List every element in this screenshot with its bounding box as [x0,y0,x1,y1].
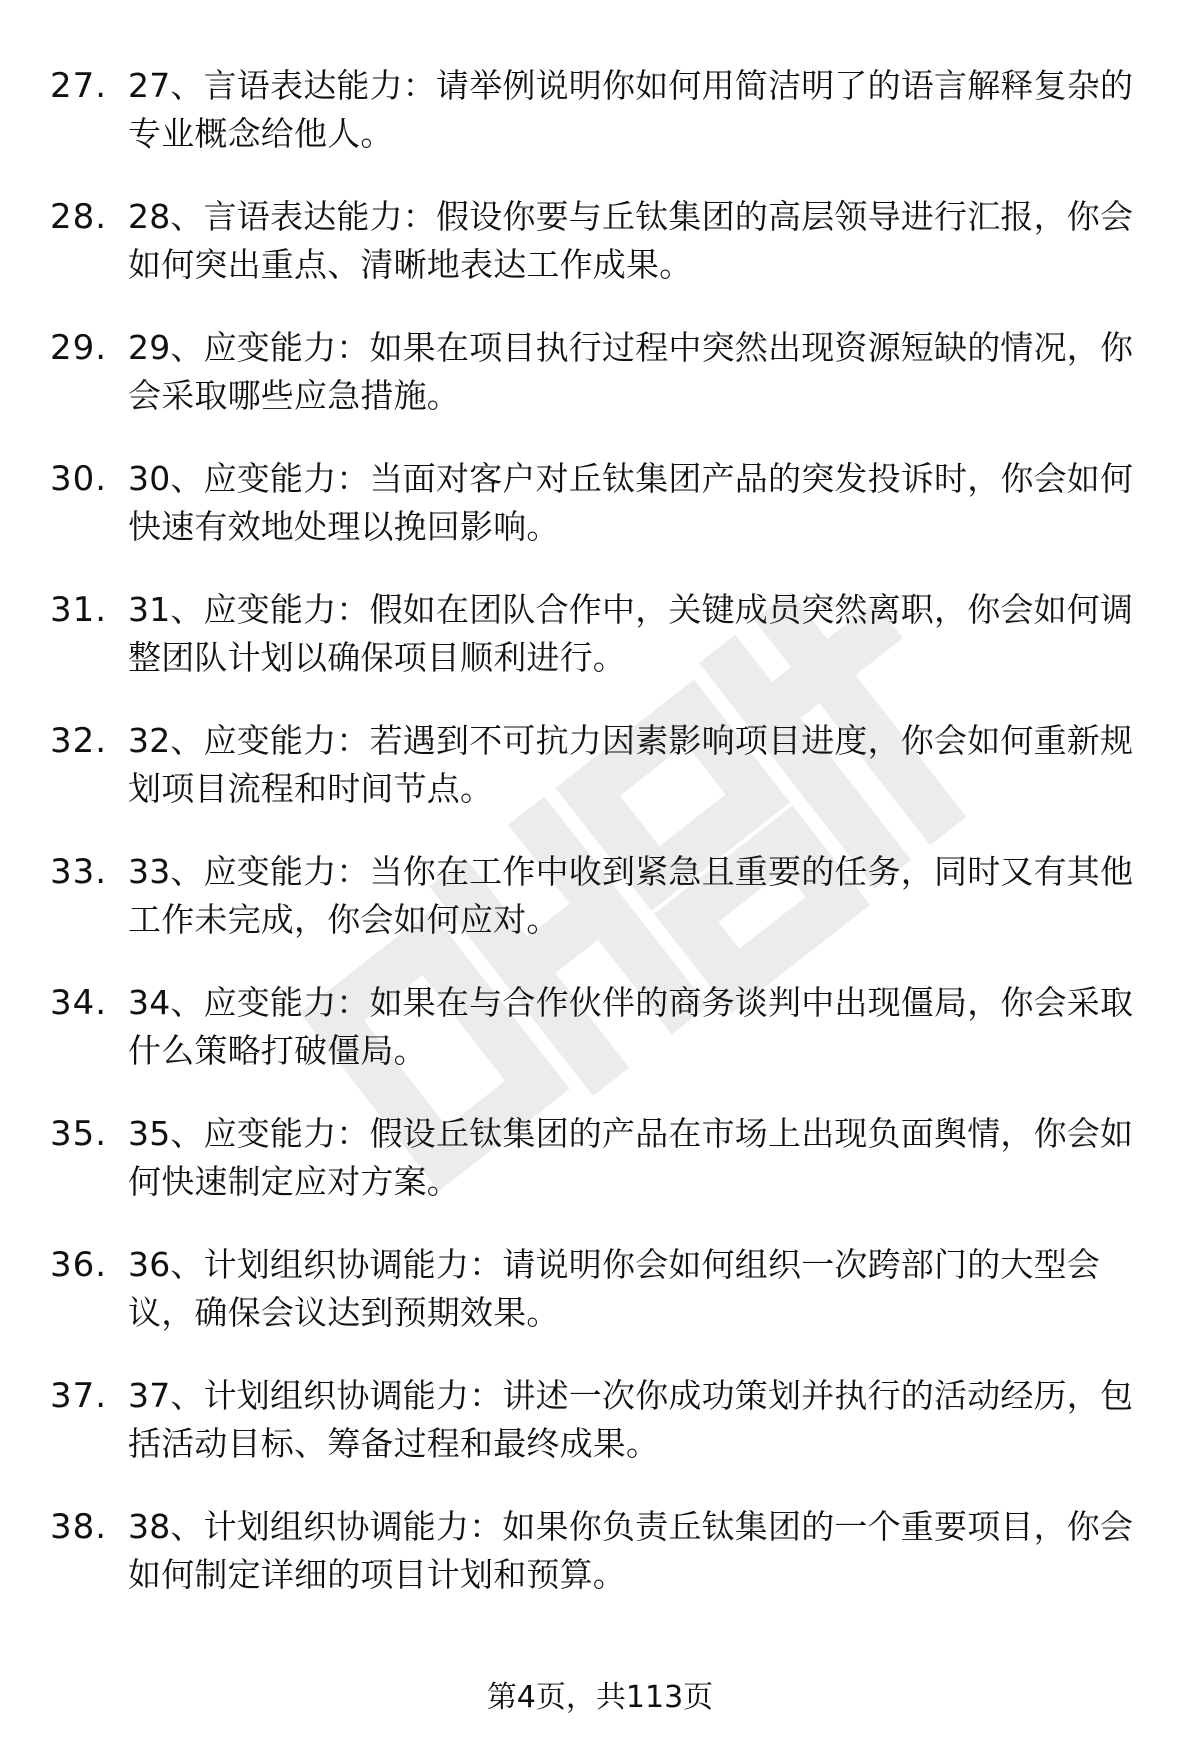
question-item [0,1372,1200,1503]
question-number: 37. [50,1376,108,1416]
question-item [0,1110,1200,1241]
question-number: 36. [50,1245,108,1285]
question-item [0,586,1200,717]
question-text: 28、言语表达能力：假设你要与丘钛集团的高层领导进行汇报，你会如何突出重点、清晰地表达工作成果。 [128,197,1134,284]
question-item [0,1241,1200,1372]
page-footer: 第4页，共113页 [486,1680,714,1715]
question-number: 33. [50,852,108,892]
question-text: 36、计划组织协调能力：请说明你会如何组织一次跨部门的大型会议，确保会议达到预期效果。 [128,1245,1100,1332]
question-text: 27、言语表达能力：请举例说明你如何用简洁明了的语言解释复杂的专业概念给他人。 [128,66,1134,153]
question-text: 35、应变能力：假设丘钛集团的产品在市场上出现负面舆情，你会如何快速制定应对方案。 [128,1114,1134,1201]
question-item [0,62,1200,193]
question-item [0,848,1200,979]
question-number: 38. [50,1507,108,1547]
question-number: 32. [50,721,108,761]
question-number: 27. [50,66,108,106]
question-text: 29、应变能力：如果在项目执行过程中突然出现资源短缺的情况，你会采取哪些应急措施。 [128,328,1134,415]
question-item [0,324,1200,455]
question-list [0,62,1200,1634]
question-text: 37、计划组织协调能力：讲述一次你成功策划并执行的活动经历，包括活动目标、筹备过程和最终成果。 [128,1376,1134,1463]
question-number: 31. [50,590,108,630]
question-item [0,717,1200,848]
question-text: 33、应变能力：当你在工作中收到紧急且重要的任务，同时又有其他工作未完成，你会如何应对。 [128,852,1134,939]
question-number: 34. [50,983,108,1023]
question-number: 28. [50,197,108,237]
question-text: 34、应变能力：如果在与合作伙伴的商务谈判中出现僵局，你会采取什么策略打破僵局。 [128,983,1134,1070]
question-item [0,1503,1200,1634]
question-item [0,193,1200,324]
question-number: 29. [50,328,108,368]
question-text: 30、应变能力：当面对客户对丘钛集团产品的突发投诉时，你会如何快速有效地处理以挽回影响。 [128,459,1134,546]
question-text: 31、应变能力：假如在团队合作中，关键成员突然离职，你会如何调整团队计划以确保项目顺利进行。 [128,590,1134,677]
question-number: 35. [50,1114,108,1154]
question-item [0,455,1200,586]
question-item [0,979,1200,1110]
question-text: 38、计划组织协调能力：如果你负责丘钛集团的一个重要项目，你会如何制定详细的项目计划和预算。 [128,1507,1134,1594]
question-number: 30. [50,459,108,499]
question-text: 32、应变能力：若遇到不可抗力因素影响项目进度，你会如何重新规划项目流程和时间节点。 [128,721,1134,808]
